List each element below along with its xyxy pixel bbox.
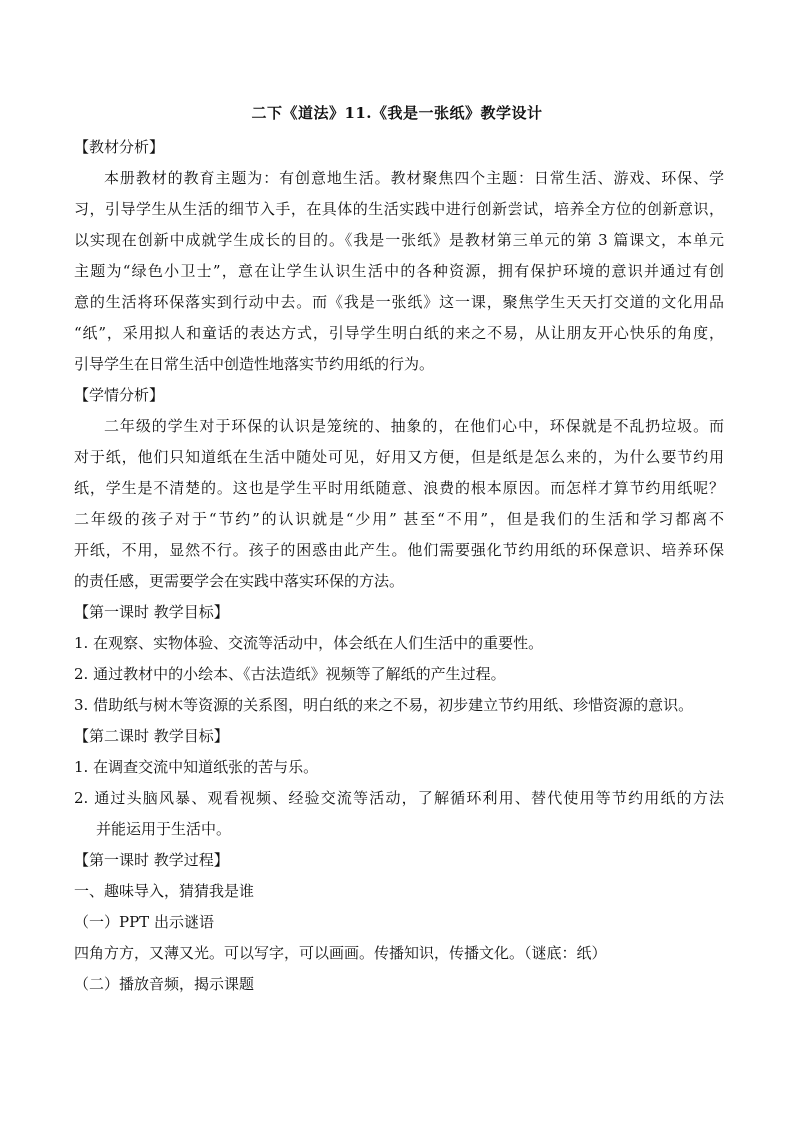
text-line: 主题为“绿色小卫士”，意在让学生认识生活中的各种资源，拥有保护环境的意识并通过有创 bbox=[74, 262, 724, 280]
text-line: 2. 通过头脑风暴、观看视频、经验交流等活动，了解循环利用、替代使用等节约用纸的方法 bbox=[74, 789, 724, 807]
text-line: 一、趣味导入，猜猜我是谁 bbox=[74, 882, 255, 900]
text-line: 二年级的孩子对于“节约”的认识就是“少用” 甚至“不用”，但是我们的生活和学习都离不 bbox=[74, 510, 724, 528]
text-line: 四角方方，又薄又光。可以写字，可以画画。传播知识，传播文化。（谜底：纸） bbox=[74, 944, 607, 962]
text-line: 以实现在创新中成就学生成长的目的。《我是一张纸》是教材第三单元的第 3 篇课文，本单元 bbox=[74, 231, 724, 249]
text-line: 1. 在观察、实物体验、交流等活动中，体会纸在人们生活中的重要性。 bbox=[74, 634, 544, 652]
text-line: （二）播放音频，揭示课题 bbox=[74, 975, 255, 993]
text-line: 并能运用于生活中。 bbox=[96, 820, 232, 838]
section-heading: 【学情分析】 bbox=[74, 386, 165, 404]
document-title: 二下《道法》11.《我是一张纸》教学设计 bbox=[251, 104, 543, 122]
text-line: 3. 借助纸与树木等资源的关系图，明白纸的来之不易，初步建立节约用纸、珍惜资源的意识。 bbox=[74, 696, 694, 714]
text-line: 意的生活将环保落实到行动中去。而《我是一张纸》这一课，聚焦学生天天打交道的文化用品 bbox=[74, 293, 724, 311]
text-line: 纸，学生是不清楚的。这也是学生平时用纸随意、浪费的根本原因。而怎样才算节约用纸呢？ bbox=[74, 479, 724, 497]
document-body bbox=[74, 132, 724, 1000]
text-line: 二年级的学生对于环保的认识是笼统的、抽象的，在他们心中，环保就是不乱扔垃圾。而 bbox=[104, 417, 724, 435]
section-heading: 【第一课时 教学目标】 bbox=[74, 603, 229, 621]
text-line: 2. 通过教材中的小绘本、《古法造纸》视频等了解纸的产生过程。 bbox=[74, 665, 506, 683]
text-line: 引导学生在日常生活中创造性地落实节约用纸的行为。 bbox=[74, 355, 435, 373]
section-heading: 【教材分析】 bbox=[74, 138, 165, 156]
text-line: 开纸，不用，显然不行。孩子的困惑由此产生。他们需要强化节约用纸的环保意识、培养环保 bbox=[74, 541, 724, 559]
section-heading: 【第二课时 教学目标】 bbox=[74, 727, 229, 745]
text-line: 习，引导学生从生活的细节入手，在具体的生活实践中进行创新尝试，培养全方位的创新意识， bbox=[74, 200, 724, 218]
text-line: “纸”，采用拟人和童话的表达方式，引导学生明白纸的来之不易，从让朋友开心快乐的角度， bbox=[74, 324, 724, 342]
section-heading: 【第一课时 教学过程】 bbox=[74, 851, 229, 869]
text-line: 1. 在调查交流中知道纸张的苦与乐。 bbox=[74, 758, 319, 776]
text-line: （一）PPT 出示谜语 bbox=[74, 913, 214, 931]
text-line: 本册教材的教育主题为：有创意地生活。教材聚焦四个主题：日常生活、游戏、环保、学 bbox=[104, 169, 724, 187]
text-line: 对于纸，他们只知道纸在生活中随处可见，好用又方便，但是纸是怎么来的，为什么要节约用 bbox=[74, 448, 724, 466]
text-line: 的责任感，更需要学会在实践中落实环保的方法。 bbox=[74, 572, 405, 590]
